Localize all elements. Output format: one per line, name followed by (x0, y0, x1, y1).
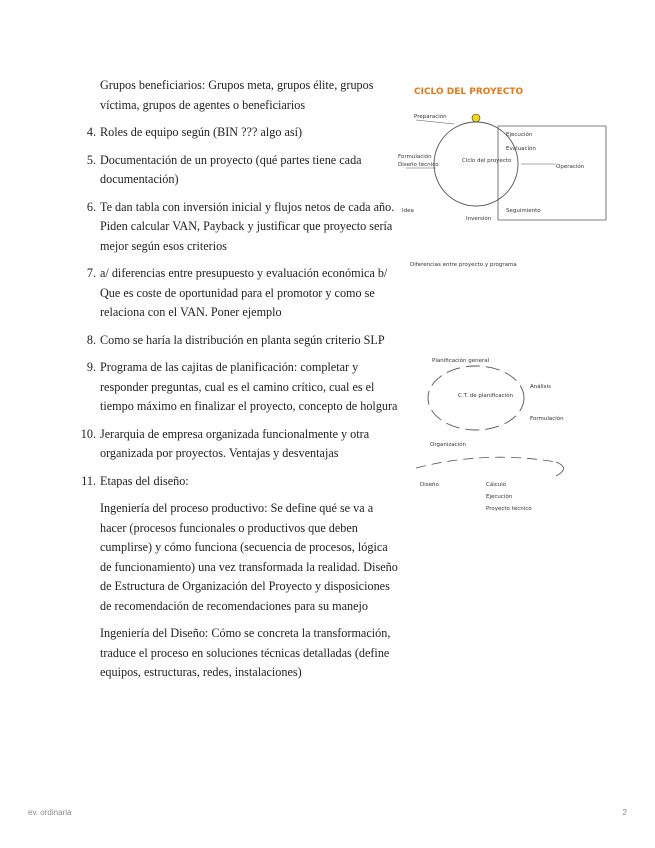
planning-label: Planificación general (432, 358, 490, 364)
sub-paragraph: Ingeniería del proceso productivo: Se define qué se va a hacer (procesos funcionales o productivos que deben cumplirse) y cómo funciona (secuencia de procesos, lógica de funcionamiento) una vez transformada la realidad. Diseño de Estructura de Organización del Proyecto y disposiciones de recomendación de recomendaciones para su manejo (100, 501, 398, 613)
sketch-title: CICLO DEL PROYECTO (414, 87, 524, 97)
list-number: 10. (80, 426, 96, 441)
cycle-label: Diseño técnico (398, 162, 439, 168)
intro-paragraph: Grupos beneficiarios: Grupos meta, grupos élite, grupos víctima, grupos de agentes o beneficiarios (100, 78, 374, 112)
project-cycle-sketch (396, 80, 611, 285)
planning-sketch (396, 350, 611, 530)
planning-label: Cálculo (486, 482, 507, 488)
list-number: 11. (81, 473, 96, 488)
page-number: 2 (622, 808, 627, 817)
planning-label: Ejecución (486, 494, 513, 500)
list-number: 8. (86, 332, 96, 347)
list-text: Programa de las cajitas de planificación: completar y responder preguntas, cual es el camino crítico, cual es el tiempo máximo en finalizar el proyecto, concepto de holgura (100, 360, 398, 413)
cycle-label: Inversión (466, 216, 492, 222)
lightbulb-icon (472, 114, 480, 122)
list-text: Roles de equipo según (BIN ??? algo así) (100, 125, 303, 139)
planning-label: Proyecto técnico (486, 506, 532, 512)
list-number: 6. (86, 199, 96, 214)
cycle-label: Idea (402, 208, 414, 214)
planning-center-label: C.T. de planificación (458, 393, 514, 399)
cycle-label: Ejecución (506, 132, 533, 138)
planning-label: Organización (430, 442, 467, 448)
document-body (78, 76, 398, 691)
list-item (78, 123, 398, 143)
list-text: Etapas del diseño: (100, 473, 189, 488)
list-number: 9. (86, 360, 96, 374)
cycle-label: Preparación (414, 114, 447, 120)
list-text: Como se haría la distribución en planta según criterio SLP (100, 332, 385, 347)
list-item (78, 472, 398, 492)
list-text: Te dan tabla con inversión inicial y flujos netos de cada año. Piden calcular VAN, Payback y justificar que proyecto sería mejor según esos criterios (100, 199, 395, 253)
planning-label: Diseño (420, 482, 439, 488)
list-text: a/ diferencias entre presupuesto y evaluación económica b/ Que es coste de oportunidad para el promotor y como se relaciona con el VAN. Poner ejemplo (100, 266, 388, 319)
list-item (78, 151, 398, 190)
footer-left: ev. ordinaria (28, 808, 72, 817)
list-item (78, 358, 398, 417)
list-number: 7. (86, 266, 96, 280)
sub-paragraph: Ingeniería del Diseño: Cómo se concreta la transformación, traduce el proceso en soluciones técnicas detalladas (define equipos, estructuras, redes, instalaciones) (100, 626, 391, 679)
list-item (78, 425, 398, 464)
list-item (78, 198, 398, 257)
list-number: 5. (86, 152, 96, 167)
list-text: Documentación de un proyecto (qué partes tiene cada documentación) (100, 152, 362, 186)
sketch-caption: Diferencias entre proyecto y programa (410, 262, 517, 268)
list-item (78, 264, 398, 323)
cycle-center-label: Ciclo del proyecto (462, 158, 512, 164)
list-text: Jerarquia de empresa organizada funcionalmente y otra organizada por proyectos. Ventajas y desventajas (100, 426, 370, 460)
planning-label: Análisis (530, 384, 551, 390)
planning-label: Formulación (530, 416, 564, 422)
cycle-label: Seguimiento (506, 208, 541, 214)
list-number: 4. (86, 125, 96, 139)
cycle-label: Evaluación (506, 146, 536, 152)
cycle-label: Formulación (398, 154, 432, 160)
cycle-label: Operación (556, 164, 585, 170)
list-item (78, 331, 398, 351)
